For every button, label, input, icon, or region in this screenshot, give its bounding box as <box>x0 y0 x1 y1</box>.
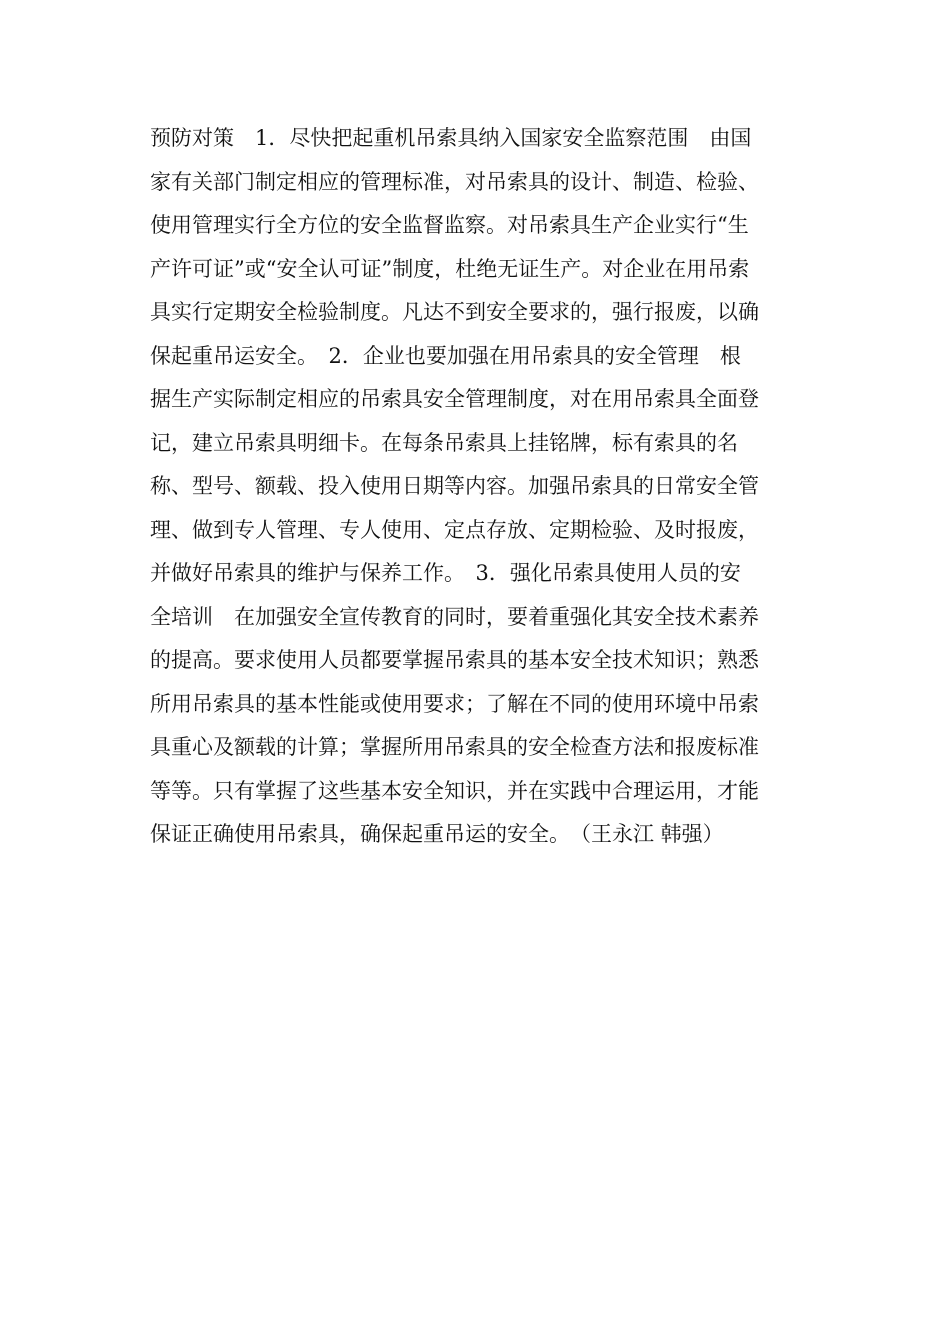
body-text <box>150 117 805 857</box>
text-line: 预防对策 1．尽快把起重机吊索具纳入国家安全监察范围 由国 <box>150 126 752 150</box>
text-line: 所用吊索具的基本性能或使用要求；了解在不同的使用环境中吊索 <box>150 691 759 716</box>
text-line: 保起重吊运安全。 2．企业也要加强在用吊索具的安全管理 根 <box>150 343 741 368</box>
text-line: 全培训 在加强安全宣传教育的同时，要着重强化其安全技术素养 <box>150 604 759 629</box>
text-line: 保证正确使用吊索具，确保起重吊运的安全。 （王永江 韩强） <box>150 822 724 846</box>
text-line: 具重心及额载的计算；掌握所用吊索具的安全检查方法和报废标准 <box>150 735 759 759</box>
text-line: 记，建立吊索具明细卡。在每条吊索具上挂铭牌，标有索具的名 <box>150 430 738 455</box>
text-line: 家有关部门制定相应的管理标准，对吊索具的设计、制造、检验、 <box>150 169 759 194</box>
text-line: 的提高。要求使用人员都要掌握吊索具的基本安全技术知识；熟悉 <box>150 648 759 672</box>
text-line: 称、型号、额载、投入使用日期等内容。加强吊索具的日常安全管 <box>150 474 759 498</box>
text-line: 据生产实际制定相应的吊索具安全管理制度，对在用吊索具全面登 <box>150 387 759 411</box>
text-line: 使用管理实行全方位的安全监督监察。对吊索具生产企业实行“生 <box>150 213 749 237</box>
text-line: 等等。只有掌握了这些基本安全知识，并在实践中合理运用，才能 <box>150 778 759 803</box>
text-line: 产许可证”或“安全认可证”制度，杜绝无证生产。对企业在用吊索 <box>150 256 750 281</box>
text-line: 并做好吊索具的维护与保养工作。 3．强化吊索具使用人员的安 <box>150 561 741 585</box>
text-line: 具实行定期安全检验制度。凡达不到安全要求的，强行报废，以确 <box>150 300 759 324</box>
text-line: 理、做到专人管理、专人使用、定点存放、定期检验、及时报废， <box>150 517 759 542</box>
